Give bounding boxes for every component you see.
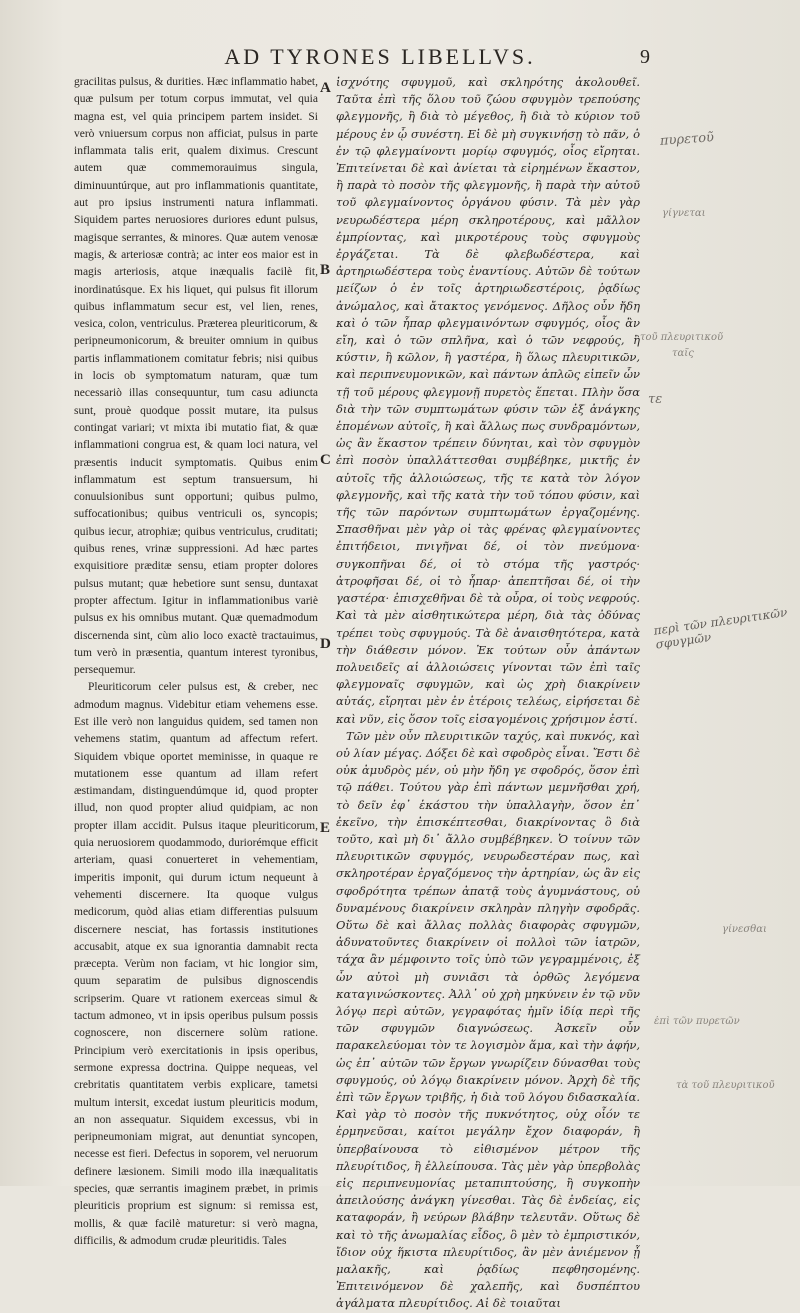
- margin-annotation: τε: [648, 392, 663, 407]
- margin-annotation: ταῖς: [672, 348, 694, 359]
- latin-paragraph-2: Pleuriticorum celer pulsus est, & creber, nec admodum magnus. Videbitur etiam vehemens esse. Est ille verò non languidus quidem, sed tamen non vehemens statim, quantum ad affectum refert. Siquidem vbique oportet meminisse, in quaque re mutationem esse quantum ad illam refert æstimandam, distinguendúmque id, quod propter illud, non quod propter aliud quidpiam, ac non propter illam accidit. Pulsus itaque pleuriticorum, quia neruosiorem quodammodo, duriorémque efficit arteriam, quasi conuerteret in vehementiam, imperitis imponit, qui durum ictum nequeunt à vehementi discernere. Ita quoque vulgus medicorum, quòd alias etiam differentias pulsuum discernere nesciat, has fortassis institutiones accusabit, atque ex sua ignorantia damnabit recta præcepta. Verùm non faciam, vt hic longior sim, quum separatim de pulsibus dignoscendis scripserim. Quare vt rationem exerceas simul & tactum admoneo, vt in ipsis operibus pulsum possis cognoscere, non discernere solùm ratione. Principium verò exercitationis in ipsis operibus, sermone expressa doctrina. Quippe nequeas, vel crebritatis quantitatem verbis explicare, tametsi multum intersit, excedat iustum pleuriticis modum, an non assequatur. Siquidem excessus, vbi in peripneumoniam migrat, aut denuntiat syncopen, necesse est fieri. Defectus in soporem, vel neruorum definere læsionem. Simili modo illa inæqualitatis species, quæ serrantis imaginem præbet, in primis pleuriticis proprium est signum: si remissa est, mollis, & quæ facilè maturetur: si verò magna, difficilis, & admodum crudæ pleuritidis. Tales: [74, 681, 318, 1247]
- margin-letter-e: E: [320, 820, 331, 836]
- greek-paragraph-2: Τῶν μὲν οὖν πλευριτικῶν ταχύς, καὶ πυκνός, καὶ οὐ λίαν μέγας. Δόξει δὲ καὶ σφοδρὸς εἶναι. Ἔστι δὲ οὐκ ἀμυδρὸς μέν, οὐ μὴν ἤδη γε σφοδρός, ὅσον ἐπὶ τῷ πάθει. Τούτου γὰρ ἐπὶ πάντων μεμνῆσθαι χρή, τὸ δεῖν ἐφ᾽ ἑκάστου τὴν ὑπαλλαγὴν, ὅσον ἐπ᾽ ἐκεῖνο, τὴν ἐπισκέπτεσθαι, διακρίνοντας ὃ διὰ τοῦτο, καὶ μὴ δι᾽ ἄλλο συμβέβηκεν. Ὁ τοίνυν τῶν πλευριτικῶν σφυγμός, νευρωδεστέραν πως, καὶ σκληροτέραν ἐργαζόμενος τὴν ἀρτηρίαν, ὡς ἂν εἰς σφοδρότητα τρέπων ἀπατᾷ τοὺς ἀγυμνάστους, οὐ δυναμένους διακρίνειν σκληρὰν πληγὴν σφοδρᾶς. Οὕτω δὲ καὶ ἄλλας πολλὰς διαφορὰς σφυγμῶν, ἀδυνατοῦντες διακρίνειν οἱ πολλοὶ τῶν ἰατρῶν, τάχα ἂν μέμφοιντο τοῖς ὑπὸ τῶν γεγραμμένοις, ἐξ ὧν αὐτοὶ μὴ συνιᾶσι τὰ ὀρθῶς λεγόμενα καταγινώσκοντες. Ἀλλ᾽ οὐ χρὴ μηκύνειν ἐν τῷ νῦν λόγῳ περὶ αὐτῶν, γεγραφότας ἡμῖν ἰδίᾳ περὶ τῆς τῶν σφυγμῶν διαγνώσεως. Ἀσκεῖν οὖν παρακελεύομαι τὸν τε λογισμὸν ἅμα, καὶ τὴν ἁφήν, ὡς ἐπ᾽ αὐτῶν τῶν ἔργων γνωρίζειν δύνασθαι τοὺς σφυγμούς, οὐ λόγῳ διακρίνειν μόνον. Ἀρχὴ δὲ τῆς ἐπὶ τῶν ἔργων τριβῆς, ἡ διὰ τοῦ λόγου διδασκαλία. Καὶ γὰρ τὸ ποσὸν τῆς πυκνότητος, οὐχ οἷόν τε ἑρμηνεῦσαι, καίτοι μεγάλην ἔχον διαφοράν, ἢ ὑπερβαίνουσα τὸ εἰθισμένον μέτρον τῆς πλευρίτιδος, ἢ ἐλλείπουσα. Τὰς μὲν γὰρ ὑπερβολὰς εἰς περιπνευμονίας μεταπιπτούσης, ἢ συγκοπὴν ἀπειλούσης ἀνάγκη γίνεσθαι. Τὰς δὲ ἐνδείας, εἰς καταφοράν, ἢ νεύρων βλάβην τελευτᾶν. Οὕτως δὲ καὶ τὸ τῆς ἀνωμαλίας εἶδος, ὃ μὲν τὸ ἐμπριστικόν, ἴδιον οὐχ ἥκιστα πλευρίτιδος, ἂν μὲν ἀνιέμενον ᾖ μαλακῆς, καὶ ῥᾳδίως πεφθησομένης. Ἐπιτεινόμενον δὲ χαλεπῆς, καὶ δυσπέπτου ἀγάλματα πλευρίτιδος. Αἱ δὲ τοιαῦται: [336, 728, 640, 1311]
- latin-column: [74, 74, 318, 1247]
- margin-letter-c: C: [320, 452, 331, 468]
- margin-annotation: γίγνεται: [662, 208, 706, 219]
- running-title: AD TYRONES LIBELLVS.: [224, 44, 536, 69]
- greek-paragraph-1: ἰσχνότης σφυγμοῦ, καὶ σκληρότης ἀκολουθεῖ. Ταῦτα ἐπὶ τῆς ὅλου τοῦ ζώου σφυγμὸν τρεπούσης φλεγμονῆς, ἢ διὰ τὸ μέγεθος, ἢ διὰ τὸ κύριον τοῦ μέρους ἐν ᾧ συνέστη. Εἰ δὲ μὴ συγκινήσῃ τὸ πᾶν, ὁ ἐν τῷ φλεγμαίνοντι μορίῳ σφυγμός, οἷος εἴρηται. Ἐπιτείνεται δὲ καὶ ἀνίεται τὰ εἰρημένων ἕκαστον, ἢ παρὰ τὸ ποσὸν τῆς φλεγμονῆς, ἢ παρὰ τὴν αὐτοῦ τοῦ φλεγμαίνοντος ὀργάνου φύσιν. Τὰ μὲν γὰρ νευρωδέστερα μέρη σκληροτέρους, καὶ μᾶλλον ἐμπρίοντας, καὶ μικροτέρους τοὺς σφυγμοὺς ἐργάζεται. Τὰ δὲ φλεβωδέστερα, καὶ ἀρτηριωδέστερα τοὺς ἐναντίους. Αὐτῶν δὲ τούτων μείζων ὁ ἐν τοῖς ἀρτηριωδεστέροις, ῥᾳδίως ἀνώμαλος, καὶ ἄτακτος γενόμενος. Δῆλος οὖν ἤδη καὶ ὁ τῶν ἧπαρ φλεγμαινόντων σφυγμός, οἷος ἂν εἴη, καὶ ὁ τῶν σπλῆνα, καὶ ὁ τῶν νεφρούς, ἢ κύστιν, ἢ κῶλον, ἢ γαστέρα, ἢ ὅλως πλευριτικῶν, καὶ περιπνευμονικῶν, καὶ πάντων ἁπλῶς εἰπεῖν ὧν τῇ τοῦ μέρους φλεγμονῇ πυρετὸς ἕπεται. Πλὴν ὅσα διὰ τὴν τῶν συμπτωμάτων φύσιν τῶν ἐξ ἀνάγκης ἑπομένων αὐτοῖς, ἢ καὶ ἄλλως πως συνδραμόντων, ὡς ἂν ἕκαστον τρέπειν δύνηται, καὶ τὸν σφυγμὸν ἐπὶ ποσὸν ὑπαλλάττεσθαι συμβέβηκε, μικτῆς ἐν αὐτοῖς τῆς ἀλλοιώσεως, τῆς τε κατὰ τὸν λόγον φλεγμονῆς, καὶ τῆς κατὰ τὴν τοῦ τόπου φύσιν, καὶ τῆς τῶν παρόντων συμπτωμάτων ἐργαζομένης. Σπασθῆναι μὲν γὰρ οἱ τὰς φρένας φλεγμαίνοντες ἐπιτήδειοι, πνιγῆναι δέ, οἱ τὸν πνεύμονα· συγκοπῆναι δέ, οἱ τὸ στόμα τῆς γαστρός· ἀτροφῆσαι δέ, οἱ τὸ ἧπαρ· ἀπεπτῆσαι δέ, οἱ τὴν γαστέρα· ἐπισχεθῆναι δὲ τὰ οὖρα, οἱ τοὺς νεφρούς. Καὶ τὰ μὲν αἰσθητικώτερα μέρη, διὰ τὰς ὀδύνας τρέπει τοὺς σφυγμούς. Τὰ δὲ ἀναισθητότερα, κατὰ τὴν διάθεσιν μόνον. Ἐκ τούτων οὖν ἁπάντων πολυειδεῖς αἱ ἀλλοιώσεις γίνονται τῶν ἐπὶ ταῖς φλεγμοναῖς σφυγμῶν, καὶ ὡς χρὴ διακρίνειν αὐτάς, εἴρηται μὲν ἐν ἑτέροις τελέως, εἰρήσεται δὲ καὶ νῦν, εἰς ὅσον τοῖς εἰσαγομένοις χρήσιμον ἐστί.: [336, 75, 640, 726]
- margin-annotation: πυρετοῦ: [659, 130, 715, 149]
- latin-paragraph-1: gracilitas pulsus, & durities. Hæc inflammatio habet, quæ pulsum per totum corpus immutat, vel quia magna est, vel quia principem partem insidet. Si verò vniuersum corpus non afficiat, pulsus in parte inflammata talis erit, qualem diximus. Crescunt autem quæ commemorauimus singula, diminuuntúrque, aut pro inflammationis quantitate, aut pro ipsius instrumenti natura inflammati. Siquidem partes neruosiores duriores edunt pulsus, magisque serrantes, & minores. Quæ autem venosæ magis, & arteriosæ contrà; ac inter eos maior est in magis arteriosis, atque inæqualis facilè fit, inordinatúsque. Ex his liquet, qui pulsus fit illorum quibus inflammatum secur est, vel lien, renes, vesica, colon, ventriculus. Præterea pleuriticorum, & peripneumonicorum, & breuiter omnium in quibus partis inflammationem comitatur febris; nisi quibus in locis ob symptomatum naturam, quæ tum necessariò illas consequuntur, tum casu adiuncta sunt, prouè quodque possit mutare, ita pulsus contingat variari; vt mixta ibi mutatio fiat, & quæ inflammationi congrua est, & quam loci natura, vel præsentis inducit symptomatis. Quibus enim inflammatum est septum transuersum, hi conuulsionibus sunt opportuni; quibus pulmo, suffocationibus; quibus ventriculi os, syncopis; quibus iecur, atrophiæ; quibus ventriculus, cruditati; quibus renes, vrinæ suppressioni. Ad hæc partes exquisitiore præditæ sensu, etiam propter dolores pulsus mutant; quæ hebetiore sunt sensu, duntaxat propter affectum. Igitur in inflammationibus variè pulsus ex his omnibus mutant. Quæ quemadmodum discernenda sint, cùm alio loco exactè tractauimus, tum verò in præsentia, quantum interest tyronibus, persequemur.: [74, 76, 318, 677]
- margin-annotation: τοῦ πλευριτικοῦ: [640, 332, 724, 343]
- margin-annotation: τὰ τοῦ πλευριτικοῦ: [676, 1080, 775, 1091]
- margin-letter-a: A: [320, 80, 331, 96]
- greek-column: [336, 74, 640, 1311]
- margin-annotation: ἐπὶ τῶν πυρετῶν: [654, 1016, 740, 1027]
- page-number: 9: [640, 46, 650, 68]
- margin-letter-b: B: [320, 262, 331, 278]
- margin-annotation: γίνεσθαι: [722, 924, 767, 935]
- margin-letter-d: D: [320, 636, 331, 652]
- margin-annotation: περὶ τῶν πλευριτικῶν σφυγμῶν: [652, 605, 789, 652]
